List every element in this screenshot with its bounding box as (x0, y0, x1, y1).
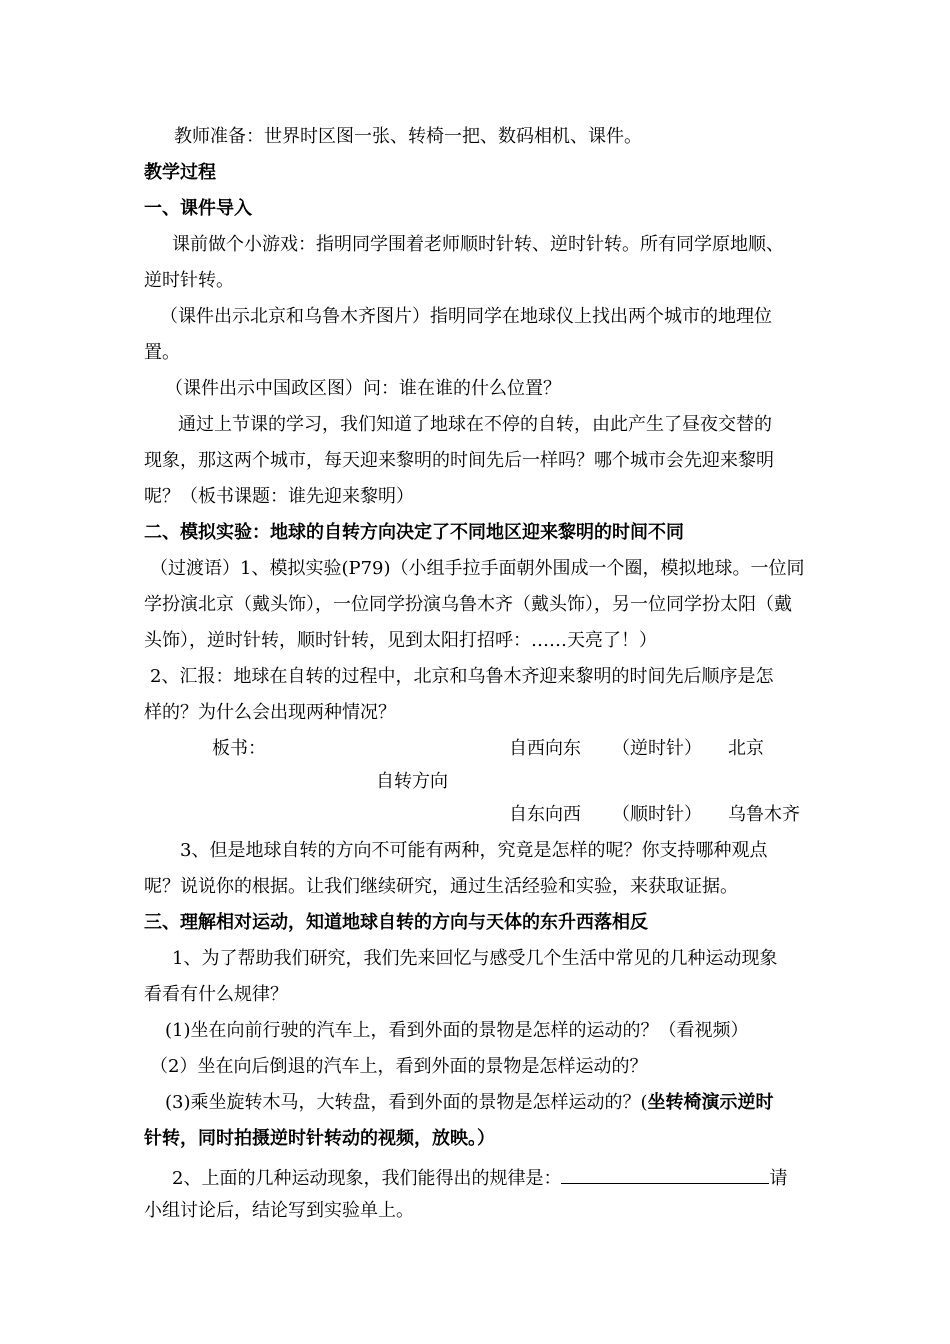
board-city-beijing: 北京 (728, 738, 764, 759)
rule-question-text: 2、上面的几种运动现象，我们能得出的规律是： (172, 1168, 562, 1189)
paragraph-line: （课件出示北京和乌鲁木齐图片）指明同学在地球仪上找出两个城市的地理位 (160, 306, 772, 327)
question-2: （2）坐在向后倒退的汽车上，看到外面的景物是怎样运动的？ (150, 1056, 648, 1077)
question-3-text: (3)乘坐旋转木马，大转盘，看到外面的景物是怎样运动的？( (165, 1092, 648, 1113)
paragraph-line: 样的？为什么会出现两种情况？ (144, 702, 396, 723)
paragraph-line: 2、汇报：地球在自转的过程中，北京和乌鲁木齐迎来黎明的时间先后顺序是怎 (150, 666, 774, 687)
paragraph-line: 通过上节课的学习，我们知道了地球在不停的自转，由此产生了昼夜交替的 (178, 414, 772, 435)
rule-question-end: 请 (769, 1168, 788, 1189)
paragraph-line: 1、为了帮助我们研究，我们先来回忆与感受几个生活中常见的几种运动现象 (172, 948, 778, 969)
board-city-urumqi: 乌鲁木齐 (728, 804, 800, 825)
section-heading-1: 一、课件导入 (144, 198, 252, 219)
answer-blank (561, 1163, 769, 1184)
paragraph-line: 呢？（板书课题：谁先迎来黎明） (144, 486, 414, 507)
question-1: (1)坐在向前行驶的汽车上，看到外面的景物是怎样的运动的？（看视频） (165, 1020, 749, 1041)
paragraph-line: 呢？说说你的根据。让我们继续研究，通过生活经验和实验，来获取证据。 (144, 876, 738, 897)
paragraph-line: 头饰），逆时针转，顺时针转，见到太阳打招呼：……天亮了！） (144, 630, 657, 651)
section-heading-3: 三、理解相对运动，知道地球自转的方向与天体的东升西落相反 (144, 912, 648, 933)
teacher-preparation: 教师准备：世界时区图一张、转椅一把、数码相机、课件。 (174, 126, 642, 147)
paragraph-line: 课前做个小游戏：指明同学围着老师顺时针转、逆时针转。所有同学原地顺、 (172, 234, 784, 255)
paragraph-line: 看看有什么规律？ (144, 984, 288, 1005)
section-heading-2: 二、模拟实验：地球的自转方向决定了不同地区迎来黎明的时间不同 (144, 522, 684, 543)
paragraph-line: 现象，那这两个城市，每天迎来黎明的时间先后一样吗？哪个城市会先迎来黎明 (144, 450, 774, 471)
question-3 (165, 1091, 774, 1115)
board-direction-east-west: 自东向西 (509, 804, 581, 825)
question-3-bold-text: 坐转椅演示逆时 (647, 1092, 774, 1113)
paragraph-line: 小组讨论后，结论写到实验单上。 (144, 1200, 414, 1221)
paragraph-line: （课件出示中国政区图）问：谁在谁的什么位置？ (165, 378, 561, 399)
board-counterclockwise: （逆时针） (612, 738, 702, 759)
question-3-continued: 针转，同时拍摄逆时针转动的视频，放映。） (144, 1128, 495, 1149)
rule-question (172, 1163, 787, 1191)
paragraph-line: 学扮演北京（戴头饰），一位同学扮演乌鲁木齐（戴头饰），另一位同学扮太阳（戴 (144, 594, 792, 615)
board-label: 板书： (212, 738, 266, 759)
board-direction-west-east: 自西向东 (509, 738, 581, 759)
paragraph-line: 3、但是地球自转的方向不可能有两种，究竟是怎样的呢？你支持哪种观点 (180, 840, 768, 861)
paragraph-line: 置。 (144, 342, 180, 363)
paragraph-line: 逆时针转。 (144, 270, 234, 291)
section-heading-process: 教学过程 (144, 162, 216, 183)
paragraph-line: （过渡语）1、模拟实验(P79)（小组手拉手面朝外围成一个圈，模拟地球。一位同 (150, 558, 805, 579)
board-clockwise: （顺时针） (612, 804, 702, 825)
board-center-rotation-direction: 自转方向 (376, 771, 448, 792)
